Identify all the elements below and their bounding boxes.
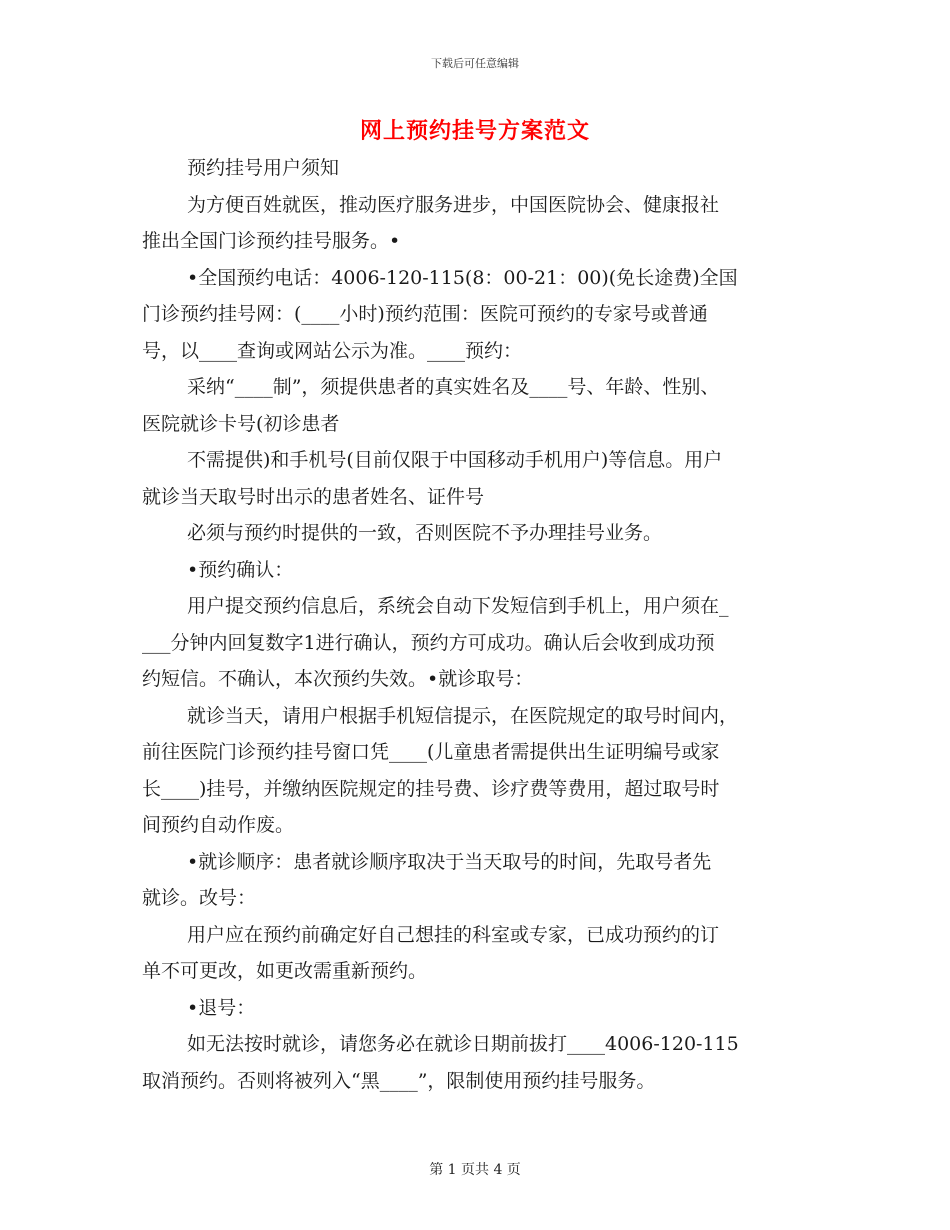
paragraph-line: •全国预约电话：4006-120-115(8：00-21：00)(免长途费)全国 (187, 266, 738, 289)
paragraph-line: 用户提交预约信息后，系统会自动下发短信到手机上，用户须在_ (187, 595, 729, 617)
paragraph-line: 前往医院门诊预约挂号窗口凭____(儿童患者需提供出生证明编号或家 (142, 741, 720, 763)
paragraph-line: 间预约自动作废。 (142, 814, 295, 836)
paragraph-line: •就诊顺序：患者就诊顺序取决于当天取号的时间，先取号者先 (187, 850, 712, 873)
paragraph-line: 如无法按时就诊，请您务必在就诊日期前拔打____4006-120-115 (187, 1033, 739, 1055)
paragraph-line: 预约挂号用户须知 (187, 157, 340, 179)
paragraph-line: ___分钟内回复数字1进行确认，预约方可成功。确认后会收到成功预 (142, 631, 715, 654)
paragraph-line: 长____)挂号，并缴纳医院规定的挂号费、诊疗费等费用，超过取号时 (142, 777, 720, 800)
paragraph-line: 号，以____查询或网站公示为准。____预约： (142, 339, 523, 362)
paragraph-line: 就诊当天取号时出示的患者姓名、证件号 (142, 485, 485, 508)
header-note: 下载后可任意编辑 (431, 57, 519, 70)
paragraph-line: 门诊预约挂号网：(____小时)预约范围：医院可预约的专家号或普通 (142, 303, 708, 325)
document-title: 网上预约挂号方案范文 (359, 118, 590, 144)
paragraph-line: 为方便百姓就医，推动医疗服务进步，中国医院协会、健康报社 (187, 193, 720, 216)
paragraph-line: 必须与预约时提供的一致，否则医院不予办理挂号业务。 (187, 522, 663, 544)
paragraph-line: 不需提供)和手机号(目前仅限于中国移动手机用户)等信息。用户 (187, 449, 723, 471)
page-footer: 第 1 页共 4 页 (429, 1162, 521, 1178)
paragraph-line: 取消预约。否则将被列入“黑____”，限制使用预约挂号服务。 (142, 1069, 656, 1092)
paragraph-line: 就诊当天，请用户根据手机短信提示，在医院规定的取号时间内， (187, 704, 739, 727)
paragraph-line: 采纳“____制”，须提供患者的真实姓名及____号、年龄、性别、 (187, 376, 720, 398)
paragraph-line: •预约确认： (187, 558, 294, 581)
paragraph-line: 约短信。不确认，本次预约失效。•就诊取号： (142, 668, 534, 690)
paragraph-line: 推出全国门诊预约挂号服务。• (142, 230, 401, 252)
document-body (142, 150, 810, 1099)
paragraph-line: •退号： (187, 996, 256, 1019)
paragraph-line: 单不可更改，如更改需重新预约。 (142, 960, 428, 982)
paragraph-line: 医院就诊卡号(初诊患者 (142, 412, 340, 435)
paragraph-line: 就诊。改号： (142, 887, 257, 909)
paragraph-line: 用户应在预约前确定好自己想挂的科室或专家，已成功预约的订 (187, 923, 720, 946)
